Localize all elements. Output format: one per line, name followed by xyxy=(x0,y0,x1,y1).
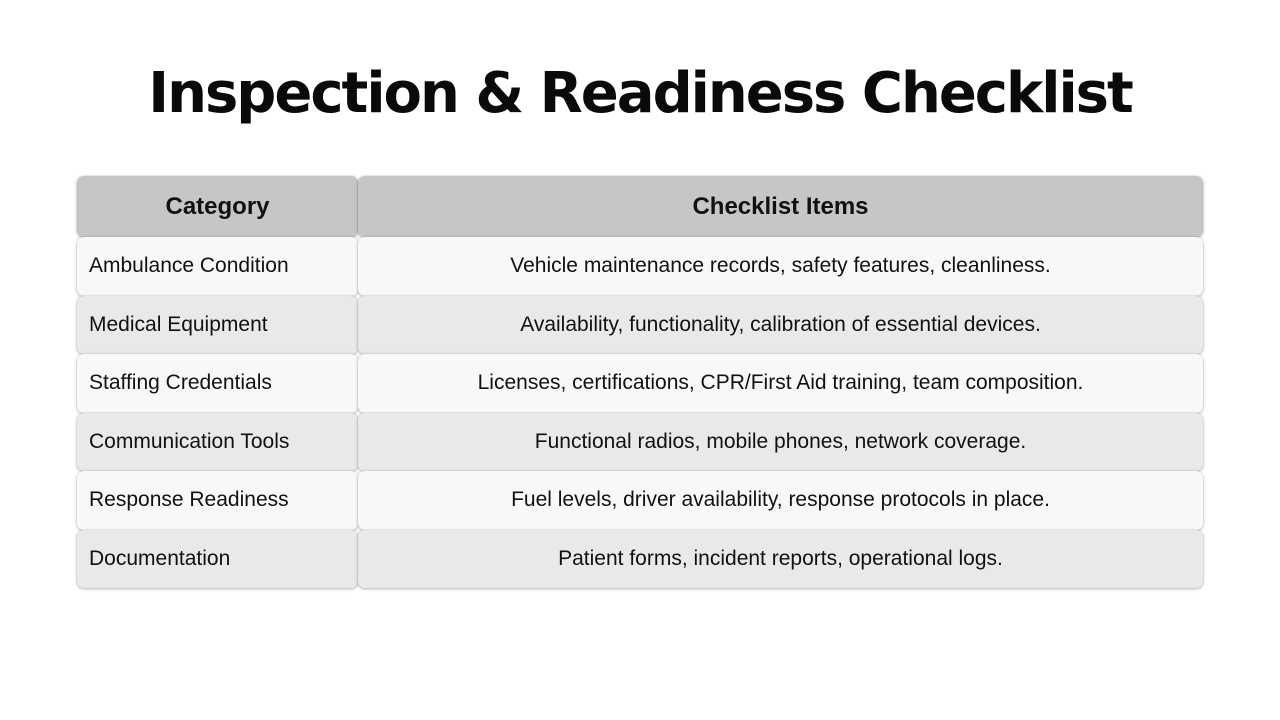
header-checklist-items: Checklist Items xyxy=(358,176,1203,237)
table-row xyxy=(77,413,1203,472)
category-cell: Medical Equipment xyxy=(77,296,358,355)
checklist-items-cell: Licenses, certifications, CPR/First Aid training, team composition. xyxy=(358,354,1203,413)
table-row xyxy=(77,296,1203,355)
category-cell: Communication Tools xyxy=(77,413,358,472)
category-cell: Ambulance Condition xyxy=(77,237,358,296)
checklist-items-cell: Patient forms, incident reports, operational logs. xyxy=(358,530,1203,589)
category-cell: Response Readiness xyxy=(77,471,358,530)
table-row xyxy=(77,471,1203,530)
category-cell: Documentation xyxy=(77,530,358,589)
header-category: Category xyxy=(77,176,358,237)
table-header-row xyxy=(77,176,1203,237)
checklist-items-cell: Functional radios, mobile phones, network coverage. xyxy=(358,413,1203,472)
category-cell: Staffing Credentials xyxy=(77,354,358,413)
table-row xyxy=(77,237,1203,296)
page-title: Inspection & Readiness Checklist xyxy=(148,61,1132,126)
table-row xyxy=(77,530,1203,589)
table-row xyxy=(77,354,1203,413)
checklist-items-cell: Vehicle maintenance records, safety features, cleanliness. xyxy=(358,237,1203,296)
checklist-items-cell: Fuel levels, driver availability, response protocols in place. xyxy=(358,471,1203,530)
checklist-table xyxy=(77,176,1203,588)
checklist-items-cell: Availability, functionality, calibration of essential devices. xyxy=(358,296,1203,355)
